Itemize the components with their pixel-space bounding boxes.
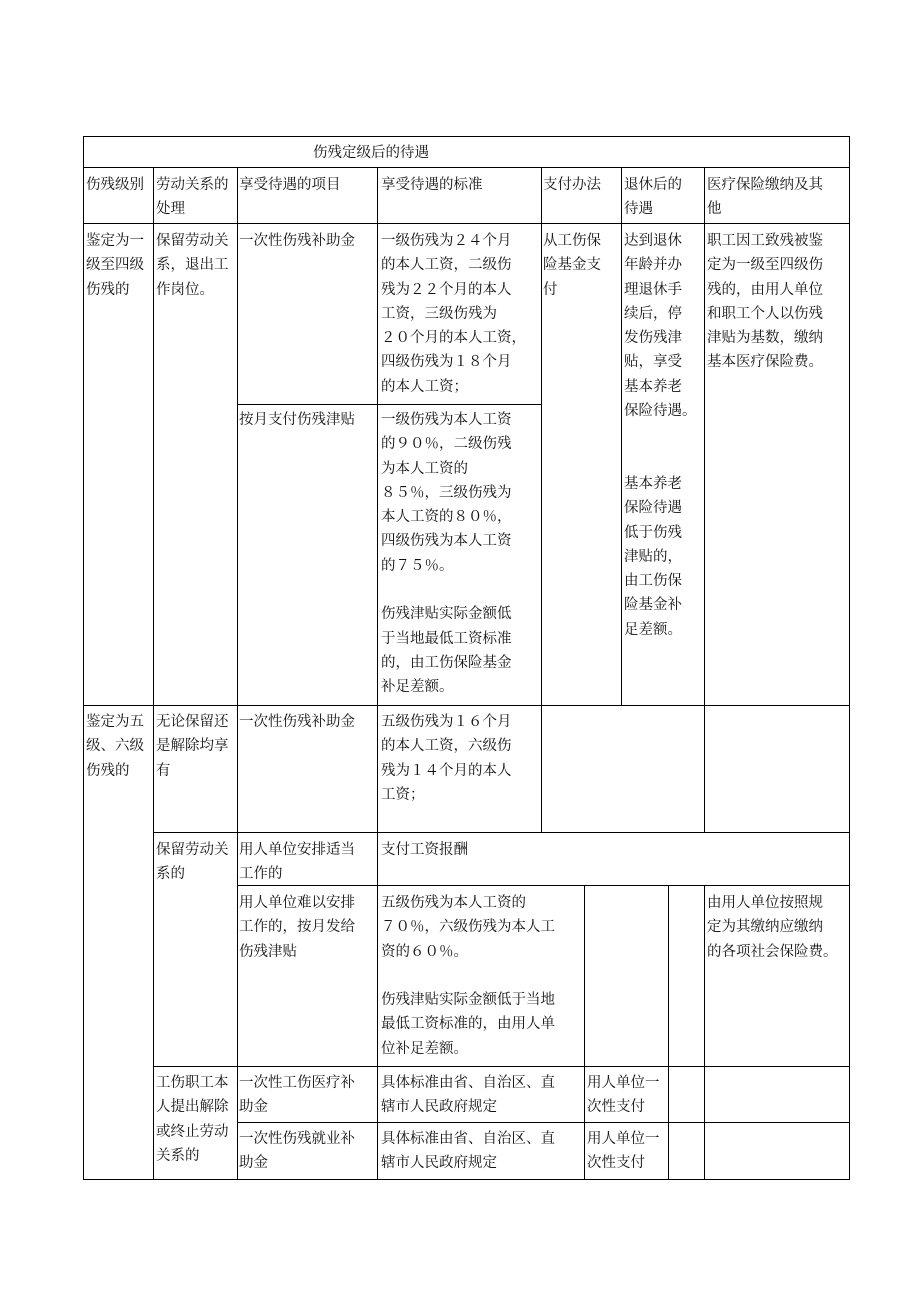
relation-terminate (156, 1071, 229, 1168)
cell-line: 一级伤残为本人工资 (381, 412, 512, 428)
table-rule (153, 832, 850, 833)
standard-no-work-allowance (381, 891, 555, 1061)
table-rule (153, 167, 154, 1180)
cell-line: 有 (156, 762, 171, 779)
cell-line: 次性支付 (587, 1099, 645, 1116)
cell-line: 位补足差额。 (381, 1040, 468, 1057)
level-5-6 (86, 710, 144, 783)
cell-line: 劳动关系的 (156, 177, 229, 193)
cell-line: 达到退休 (624, 233, 682, 249)
cell-line: 年龄并办 (624, 257, 682, 274)
cell-line: 关系的 (156, 1147, 200, 1164)
cell-line: 辖市人民政府规定 (381, 1099, 497, 1116)
cell-line: 本人工资的８０％， (381, 509, 512, 526)
cell-line: 续后，停 (624, 305, 682, 322)
cell-line: 津贴的， (624, 548, 682, 565)
cell-line (624, 423, 697, 447)
cell-line: 工资，三级伤残为 (381, 305, 497, 322)
cell-line: 的本人工资； (381, 378, 468, 395)
standard-lump-sum-1 (381, 229, 526, 399)
cell-line: 的９０％，二级伤残 (381, 436, 512, 453)
cell-line: 具体标准由省、自治区、直 (381, 1075, 555, 1091)
relation-either (156, 710, 229, 783)
cell-line: 级、六级 (86, 738, 144, 755)
cell-line: 最低工资标准的，由用人单 (381, 1016, 555, 1033)
cell-line: 保险待遇 (624, 500, 682, 517)
table-rule (237, 404, 541, 405)
cell-line: 医疗保险缴纳及其 (707, 177, 823, 193)
cell-line: 四级伤残为本人工资 (381, 533, 512, 550)
table-rule (621, 167, 622, 705)
cell-line: 待遇 (624, 201, 653, 218)
cell-line: 助金 (239, 1155, 268, 1172)
cell-line: 鉴定为一 (86, 233, 144, 249)
standard-lump-sum-2 (381, 710, 512, 807)
cell-line: 五级伤残为１６个月 (381, 714, 512, 730)
header-retire (624, 173, 682, 222)
item-suitable-work (239, 838, 355, 887)
table-rule (668, 885, 669, 1180)
cell-line: 保留劳动关 (156, 233, 229, 249)
cell-line: 保留劳动关 (156, 842, 229, 858)
cell-line: 津贴为基数，缴纳 (707, 330, 823, 347)
level-1-4 (86, 229, 144, 302)
cell-line: 用人单位一 (587, 1075, 660, 1091)
cell-line: 人提出解除 (156, 1099, 229, 1116)
table-rule (153, 1066, 850, 1067)
cell-line: 用人单位安排适当 (239, 842, 355, 858)
cell-line: 定为其缴纳应缴纳 (707, 919, 823, 936)
cell-line: 付 (543, 281, 558, 298)
table-rule (83, 223, 850, 224)
cell-line: 的，由工伤保险基金 (381, 654, 512, 671)
standard-monthly-allowance (381, 408, 512, 700)
cell-line: 的７５％。 (381, 557, 454, 574)
cell-line: 贴，享受 (624, 354, 682, 371)
cell-line: 作岗位。 (156, 281, 214, 298)
cell-line: 基本医疗保险费。 (707, 354, 823, 371)
relation-keep-exit (156, 229, 229, 302)
cell-line: 五级伤残为本人工资的 (381, 895, 526, 911)
relation-keep (156, 838, 229, 887)
cell-line: 用人单位一 (587, 1131, 660, 1147)
cell-line: 助金 (239, 1099, 268, 1116)
cell-line: 系的 (156, 866, 185, 883)
cell-line: 鉴定为五 (86, 714, 144, 730)
cell-line: 工伤职工本 (156, 1075, 229, 1091)
cell-line (624, 448, 697, 472)
item-no-work-allowance (239, 891, 355, 964)
header-medical (707, 173, 823, 222)
medical-social-insurance (707, 891, 838, 964)
cell-line: 用人单位难以安排 (239, 895, 355, 911)
cell-line: 残的，由用人单位 (707, 281, 823, 298)
cell-line: 残为１４个月的本人 (381, 762, 512, 779)
header-standard: 享受待遇的标准 (381, 177, 483, 193)
table-rule (541, 167, 542, 832)
cell-line: 工资； (381, 786, 425, 803)
table-rule (83, 167, 850, 168)
cell-line: 伤残的 (86, 762, 130, 779)
cell-line: 伤残的 (86, 281, 130, 298)
cell-line: 从工伤保 (543, 233, 601, 249)
cell-line: 职工因工致残被鉴 (707, 233, 823, 249)
cell-line: 伤残津贴 (239, 943, 297, 960)
cell-line: 退休后的 (624, 177, 682, 193)
cell-line: 具体标准由省、自治区、直 (381, 1131, 555, 1147)
standard-employment-subsidy (381, 1127, 555, 1176)
cell-line: 他 (707, 201, 722, 218)
cell-line: 系，退出工 (156, 257, 229, 274)
cell-line: 险基金补 (624, 597, 682, 614)
cell-line: 低于伤残 (624, 524, 682, 541)
cell-line: 的各项社会保险费。 (707, 943, 838, 960)
cell-line: 是解除均享 (156, 738, 229, 755)
cell-line: 发伤残津 (624, 330, 682, 347)
cell-line: 险基金支 (543, 257, 601, 274)
cell-line: 一次性伤残就业补 (239, 1131, 355, 1147)
cell-line: ２０个月的本人工资， (381, 330, 526, 347)
cell-line: 四级伤残为１８个月 (381, 354, 512, 371)
cell-line (381, 578, 512, 602)
cell-line: 残为２２个月的本人 (381, 281, 512, 298)
cell-line: 无论保留还 (156, 714, 229, 730)
cell-line: ７０％，六级伤残为本人工 (381, 919, 555, 936)
item-lump-sum-1: 一次性伤残补助金 (239, 233, 355, 249)
cell-line: 级至四级 (86, 257, 144, 274)
medical-insurance-1-4 (707, 229, 823, 375)
table-rule (704, 885, 705, 1180)
table-title: 伤残定级后的待遇 (313, 145, 429, 161)
cell-line: 的本人工资，二级伤 (381, 257, 512, 274)
cell-line: 资的６０％。 (381, 943, 468, 960)
header-level: 伤残级别 (86, 177, 144, 193)
cell-line: 基本养老 (624, 475, 682, 492)
table-rule (237, 1122, 850, 1123)
item-monthly-allowance: 按月支付伤残津贴 (239, 412, 355, 428)
standard-medical-subsidy (381, 1071, 555, 1120)
header-item: 享受待遇的项目 (239, 177, 341, 193)
cell-line: 或终止劳动 (156, 1123, 229, 1140)
header-relation (156, 173, 229, 222)
cell-line: 的本人工资，六级伤 (381, 738, 512, 755)
item-lump-sum-2: 一次性伤残补助金 (239, 714, 355, 730)
cell-line: 工作的 (239, 866, 283, 883)
cell-line: 为本人工资的 (381, 460, 468, 477)
cell-line: 一级伤残为２４个月 (381, 233, 512, 249)
standard-wage: 支付工资报酬 (381, 842, 468, 858)
cell-line: 和职工个人以伤残 (707, 305, 823, 322)
cell-line: 由用人单位按照规 (707, 895, 823, 911)
cell-line: 伤残津贴实际金额低 (381, 606, 512, 623)
cell-line: 理退休手 (624, 281, 682, 298)
table-rule (584, 885, 585, 1180)
item-medical-subsidy (239, 1071, 355, 1120)
cell-line: 保险待遇。 (624, 403, 697, 420)
retire-benefit (624, 229, 697, 642)
cell-line: 处理 (156, 201, 185, 218)
cell-line (381, 964, 555, 988)
cell-line: 补足差额。 (381, 679, 454, 696)
table-rule (83, 705, 850, 706)
cell-line: 定为一级至四级伤 (707, 257, 823, 274)
cell-line: ８５％，三级伤残为 (381, 484, 512, 501)
table-rule (377, 167, 378, 1180)
header-payment: 支付办法 (543, 177, 601, 193)
cell-line: 一次性工伤医疗补 (239, 1075, 355, 1091)
payment-fund (543, 229, 601, 302)
cell-line: 伤残津贴实际金额低于当地 (381, 992, 555, 1009)
cell-line: 足差额。 (624, 621, 682, 638)
table-rule (237, 167, 238, 1180)
cell-line: 次性支付 (587, 1155, 645, 1172)
cell-line: 于当地最低工资标准 (381, 630, 512, 647)
cell-line: 由工伤保 (624, 573, 682, 590)
payment-medical-subsidy (587, 1071, 660, 1120)
cell-line: 基本养老 (624, 378, 682, 395)
cell-line: 辖市人民政府规定 (381, 1155, 497, 1172)
table-rule (704, 167, 705, 832)
cell-line: 工作的，按月发给 (239, 919, 355, 936)
item-employment-subsidy (239, 1127, 355, 1176)
payment-employment-subsidy (587, 1127, 660, 1176)
